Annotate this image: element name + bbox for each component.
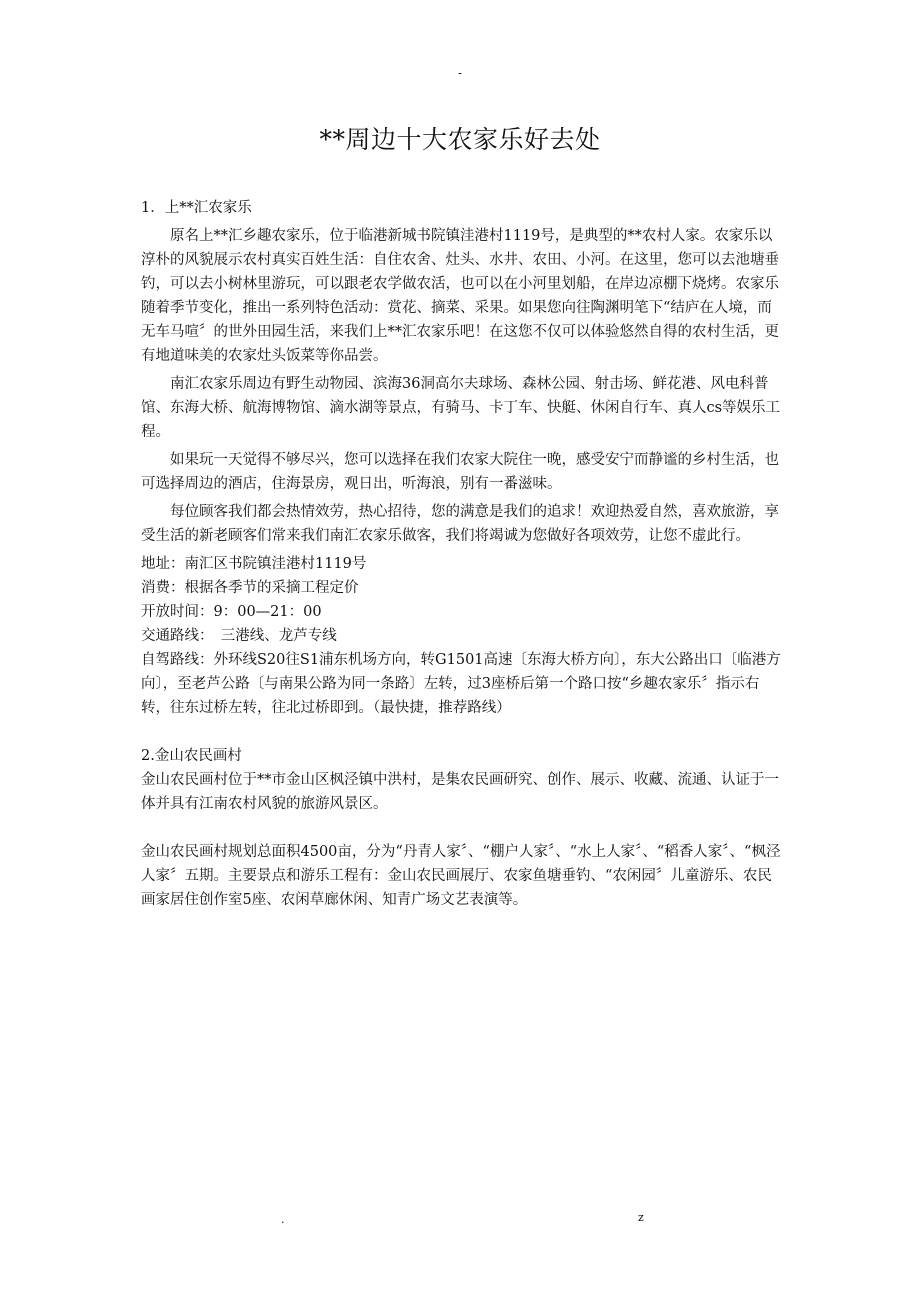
cost-line: 消费：根据各季节的采摘工程定价 xyxy=(141,580,359,596)
driving-route: 自驾路线：外环线S20往S1浦东机场方向，转G1501高速〔东海大桥方向〕，东大公路出口〔临港方向〕，至老芦公路〔与南果公路为同一条路〕左转，过3座桥后第一个路口按“乡趣农家乐〞指示右转，往东过桥左转，往北过桥即到。（最快捷，推荐路线） xyxy=(141,652,781,716)
transit-line: 交通路线： 三港线、龙芦专线 xyxy=(141,628,337,644)
header-mark: - xyxy=(457,66,463,80)
document-body xyxy=(141,196,783,912)
address-line: 地址：南汇区书院镇洼港村1119号 xyxy=(141,556,367,572)
footer-left-mark: . xyxy=(281,1213,285,1226)
section2-paragraph-2: 金山农民画村规划总面积4500亩，分为“丹青人家〞、“棚户人家〞、“水上人家〞、“稻香人家〞、“枫泾人家〞五期。主要景点和游乐工程有：金山农民画展厅、农家鱼塘垂钓、“农闲园〞儿童游乐、农民画家居住创作室5座、农闲草廊休闲、知青广场文艺表演等。 xyxy=(141,844,781,908)
section1-paragraph-3: 如果玩一天觉得不够尽兴，您可以选择在我们农家大院住一晚，感受安宁而静谧的乡村生活，也可选择周边的酒店，住海景房，观日出，听海浪，别有一番滋味。 xyxy=(141,452,779,492)
section1-paragraph-4: 每位顾客我们都会热情效劳，热心招待，您的满意是我们的追求！欢迎热爱自然，喜欢旅游，享受生活的新老顾客们常来我们南汇农家乐做客，我们将竭诚为您做好各项效劳，让您不虚此行。 xyxy=(141,504,779,544)
page-title: **周边十大农家乐好去处 xyxy=(319,125,601,154)
section2-heading: 2.金山农民画村 xyxy=(141,748,242,764)
section2-paragraph-1: 金山农民画村位于**市金山区枫泾镇中洪村，是集农民画研究、创作、展示、收藏、流通、认证于一体并具有江南农村风貌的旅游风景区。 xyxy=(141,772,779,812)
hours-line: 开放时间：9：00—21：00 xyxy=(141,604,322,620)
section1-heading: 1．上**汇农家乐 xyxy=(141,200,252,216)
section1-paragraph-2: 南汇农家乐周边有野生动物园、滨海36洞高尔夫球场、森林公园、射击场、鲜花港、风电科普馆、东海大桥、航海博物馆、滴水湖等景点，有骑马、卡丁车、快艇、休闲自行车、真人cs等娱乐工程。 xyxy=(141,376,781,440)
footer-right-mark: z xyxy=(638,1211,644,1224)
section1-paragraph-1: 原名上**汇乡趣农家乐，位于临港新城书院镇洼港村1119号，是典型的**农村人家。农家乐以淳朴的风貌展示农村真实百姓生活：自住农舍、灶头、水井、农田、小河。在这里，您可以去池塘垂钓，可以去小树林里游玩，可以跟老农学做农活，也可以在小河里划船，在岸边凉棚下烧烤。农家乐随着季节变化，推出一系列特色活动：赏花、摘菜、采果。如果您向往陶渊明笔下“结庐在人境，而无车马喧〞的世外田园生活，来我们上**汇农家乐吧！在这您不仅可以体验悠然自得的农村生活，更有地道味美的农家灶头饭菜等你品尝。 xyxy=(141,228,779,364)
